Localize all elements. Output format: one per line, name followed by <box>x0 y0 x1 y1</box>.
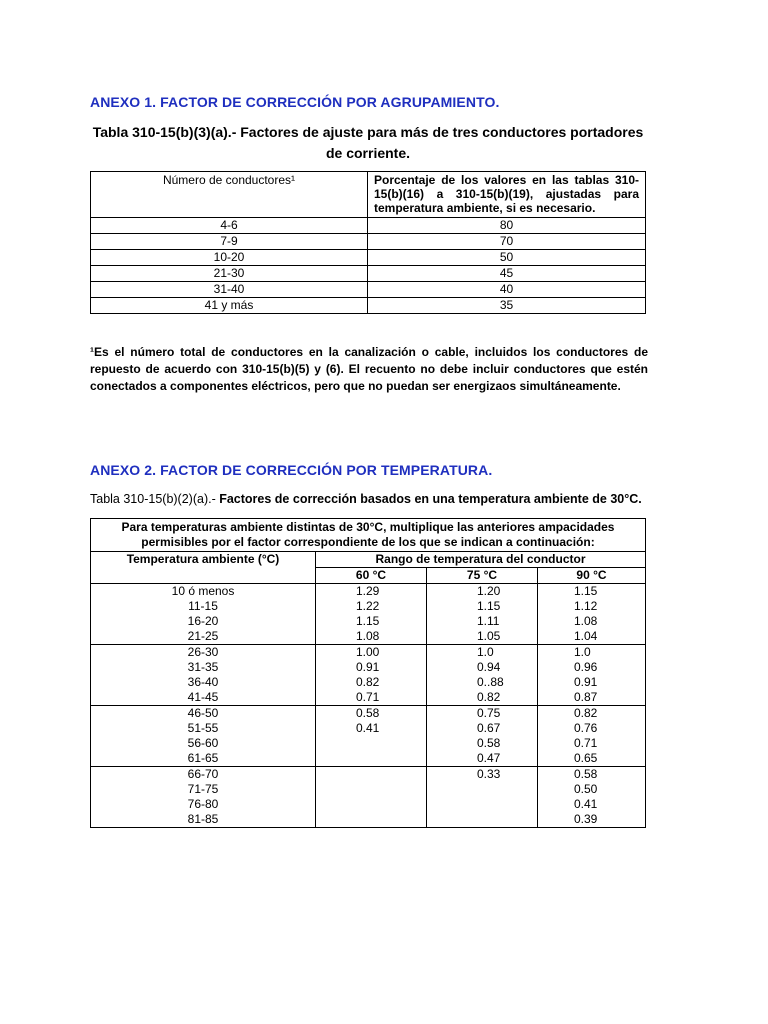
cell-60-value: 1.15 <box>356 614 380 628</box>
cell-75-value: 1.15 <box>477 599 501 613</box>
cell-porcentaje: 80 <box>368 218 646 234</box>
cell-60-value: 1.08 <box>356 629 380 643</box>
table-row <box>91 250 646 266</box>
col-header-90: 90 °C <box>538 568 646 584</box>
cell-75-value: 0.47 <box>477 751 501 765</box>
cell-60-value: 0.91 <box>356 660 380 674</box>
cell-porcentaje: 45 <box>368 266 646 282</box>
temp-header: Temperatura ambiente (°C) <box>91 552 316 584</box>
cell-temp-value: 66-70 <box>187 767 219 781</box>
cell-75-value: 1.20 <box>477 584 501 598</box>
cell-60 <box>316 706 427 767</box>
cell-90-value: 1.0 <box>574 645 591 659</box>
cell-conductores: 31-40 <box>91 282 368 298</box>
table-row <box>91 298 646 314</box>
cell-90-value: 0.87 <box>574 690 598 704</box>
table-row-group <box>91 767 646 828</box>
table1-footnote: ¹Es el número total de conductores en la canalización o cable, incluidos los conductores de repuesto de acuerdo con 310-15(b)(5) y (6). El recuento no debe incluir conductores que estén conectados a componentes eléctricos, pero que no puedan ser energizaos simultáneamente. <box>90 345 648 393</box>
cell-90-value: 0.76 <box>574 721 598 735</box>
cell-temp-value: 76-80 <box>187 797 219 811</box>
cell-60-value: 1.22 <box>356 599 380 613</box>
cell-conductores: 21-30 <box>91 266 368 282</box>
cell-temp-value: 10 ó menos <box>171 584 235 598</box>
cell-temp-value: 61-65 <box>187 751 219 765</box>
cell-temp-value: 21-25 <box>187 629 219 643</box>
cell-90 <box>538 706 646 767</box>
cell-75-value: 0.58 <box>477 736 501 750</box>
cell-90 <box>538 645 646 706</box>
cell-90-value: 0.65 <box>574 751 598 765</box>
table2-caption-prefix: Tabla 310-15(b)(2)(a).- <box>90 492 216 506</box>
cell-60-value: 0.71 <box>356 690 380 704</box>
cell-temp-value: 81-85 <box>187 812 219 826</box>
cell-75 <box>427 706 538 767</box>
cell-75-value: 1.11 <box>477 614 500 628</box>
table-row <box>91 218 646 234</box>
cell-60-value: 0.82 <box>356 675 380 689</box>
table-row <box>91 266 646 282</box>
cell-temp-value: 71-75 <box>187 782 219 796</box>
cell-porcentaje: 70 <box>368 234 646 250</box>
cell-90-value: 1.04 <box>574 629 598 643</box>
table2-caption-text: Factores de corrección basados en una temperatura ambiente de 30°C. <box>215 492 642 506</box>
cell-90-value: 0.91 <box>574 675 598 689</box>
cell-75-value: 0.82 <box>477 690 501 704</box>
cell-75-value: 0..88 <box>477 675 504 689</box>
cell-temp-value: 51-55 <box>187 721 219 735</box>
cell-60-value: 0.58 <box>356 706 380 720</box>
cell-temp-value: 11-15 <box>188 599 218 613</box>
cell-60 <box>316 584 427 645</box>
table-row-group <box>91 584 646 645</box>
cell-conductores: 10-20 <box>91 250 368 266</box>
cell-90-value: 0.96 <box>574 660 598 674</box>
cell-temp-value: 36-40 <box>187 675 219 689</box>
table-row <box>91 234 646 250</box>
col-header-conductores: Número de conductores¹ <box>91 172 368 218</box>
cell-temp <box>91 767 316 828</box>
cell-conductores: 4-6 <box>91 218 368 234</box>
cell-60 <box>316 645 427 706</box>
cell-60-value: 0.41 <box>356 721 380 735</box>
cell-porcentaje: 35 <box>368 298 646 314</box>
cell-conductores: 7-9 <box>91 234 368 250</box>
col-header-60: 60 °C <box>316 568 427 584</box>
cell-90-value: 0.39 <box>574 812 598 826</box>
cell-porcentaje: 50 <box>368 250 646 266</box>
cell-90-value: 1.08 <box>574 614 598 628</box>
cell-temp-value: 41-45 <box>187 690 219 704</box>
cell-90-value: 0.71 <box>574 736 598 750</box>
table1-caption: Tabla 310-15(b)(3)(a).- Factores de ajuste para más de tres conductores portadores de corriente. <box>92 124 644 161</box>
cell-conductores: 41 y más <box>91 298 368 314</box>
cell-temp-value: 31-35 <box>187 660 219 674</box>
cell-temp <box>91 584 316 645</box>
col-header-75: 75 °C <box>427 568 538 584</box>
range-header: Rango de temperatura del conductor <box>316 552 646 568</box>
cell-75-value: 0.67 <box>477 721 501 735</box>
cell-75-value: 0.94 <box>477 660 501 674</box>
cell-90-value: 0.50 <box>574 782 598 796</box>
cell-porcentaje: 40 <box>368 282 646 298</box>
cell-60-value: 1.29 <box>356 584 380 598</box>
col-header-porcentaje: Porcentaje de los valores en las tablas 310-15(b)(16) a 310-15(b)(19), ajustadas para temperatura ambiente, si es necesario. <box>368 172 646 218</box>
cell-60-value: 1.00 <box>356 645 380 659</box>
cell-temp-value: 46-50 <box>187 706 219 720</box>
cell-75-value: 0.75 <box>477 706 501 720</box>
annex2-heading: ANEXO 2. FACTOR DE CORRECCIÓN POR TEMPERATURA. <box>90 462 493 478</box>
cell-75-value: 1.0 <box>477 645 494 659</box>
cell-temp-value: 56-60 <box>187 736 219 750</box>
cell-temp-value: 16-20 <box>187 614 219 628</box>
table-row <box>91 282 646 298</box>
cell-90-value: 1.12 <box>574 599 598 613</box>
table1-header-row <box>91 172 646 218</box>
grouping-factor-table <box>90 171 646 314</box>
cell-75 <box>427 584 538 645</box>
cell-temp <box>91 706 316 767</box>
cell-90-value: 0.58 <box>574 767 598 781</box>
cell-90-value: 1.15 <box>574 584 598 598</box>
cell-90 <box>538 767 646 828</box>
cell-temp <box>91 645 316 706</box>
cell-90-value: 0.82 <box>574 706 598 720</box>
cell-60 <box>316 767 427 828</box>
table2-note: Para temperaturas ambiente distintas de 30°C, multiplique las anteriores ampacidades permisibles por el factor correspondiente de los que se indican a continuación: <box>91 519 646 552</box>
cell-90 <box>538 584 646 645</box>
temperature-factor-table <box>90 518 646 828</box>
cell-temp-value: 26-30 <box>187 645 219 659</box>
table2-caption <box>90 492 642 506</box>
annex1-heading: ANEXO 1. FACTOR DE CORRECCIÓN POR AGRUPAMIENTO. <box>90 94 500 110</box>
cell-75-value: 1.05 <box>477 629 501 643</box>
table-row-group <box>91 706 646 767</box>
cell-75 <box>427 645 538 706</box>
cell-90-value: 0.41 <box>574 797 598 811</box>
cell-75 <box>427 767 538 828</box>
table-row-group <box>91 645 646 706</box>
cell-75-value: 0.33 <box>477 767 501 781</box>
